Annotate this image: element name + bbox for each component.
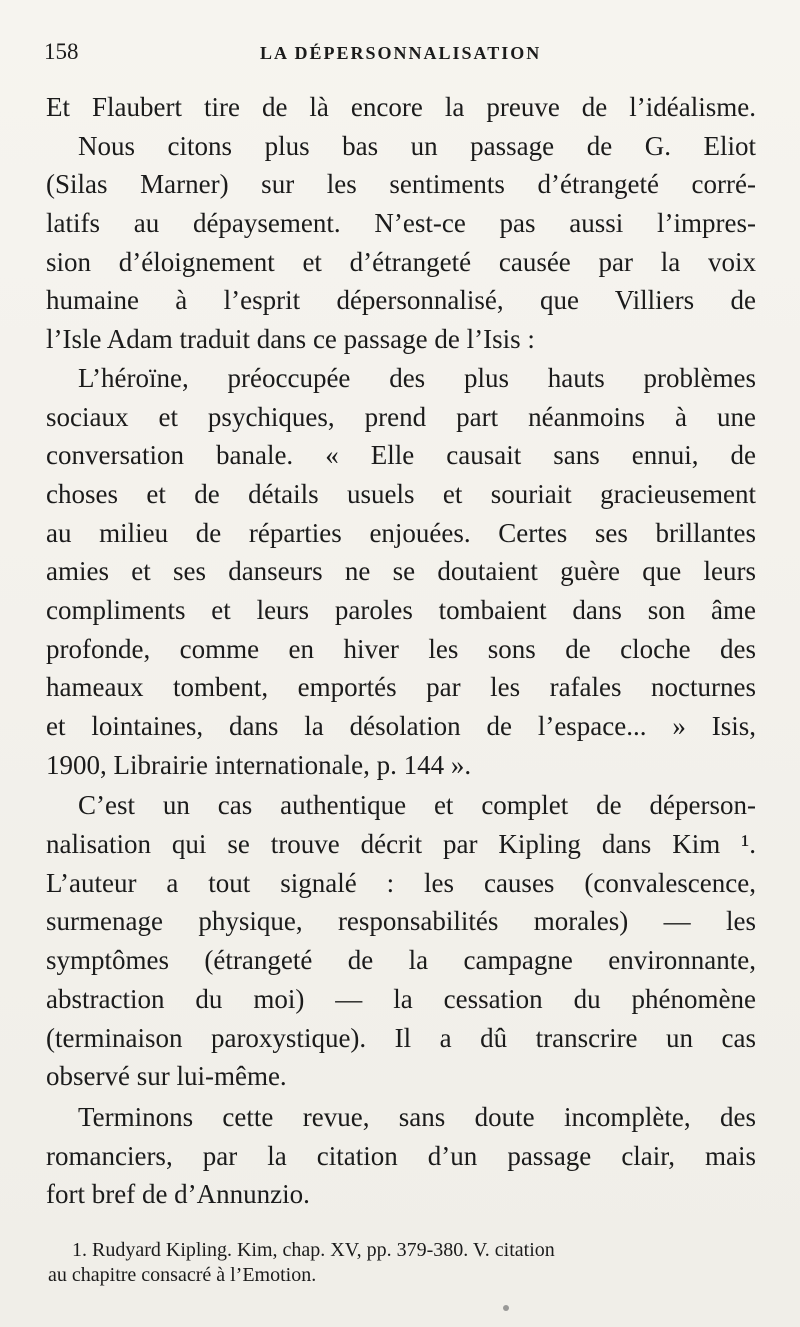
text-line: profonde, comme en hiver les sons de cloche des [46, 633, 756, 664]
text-line: sion d’éloignement et d’étrangeté causée par la voix [46, 246, 756, 277]
footnote-line: 1. Rudyard Kipling. Kim, chap. XV, pp. 379-380. V. citation [72, 1239, 555, 1261]
text-line: sociaux et psychiques, prend part néanmoins à une [46, 401, 756, 432]
text-line: C’est un cas authentique et complet de déperson- [78, 790, 756, 821]
running-title: LA DÉPERSONNALISATION [260, 43, 542, 63]
footnotes [48, 1238, 758, 1288]
text-line: conversation banale. « Elle causait sans ennui, de [46, 440, 756, 471]
text-line: et lointaines, dans la désolation de l’espace... » Isis, [46, 711, 756, 741]
main-text [46, 88, 756, 1214]
text-line: choses et de détails usuels et souriait gracieusement [46, 478, 756, 509]
text-line: L’héroïne, préoccupée des plus hauts problèmes [78, 362, 756, 393]
text-line: compliments et leurs paroles tombaient dans son âme [46, 594, 756, 625]
text-line: Nous citons plus bas un passage de G. Eliot [78, 130, 756, 161]
text-line: Et Flaubert tire de là encore la preuve de l’idéalisme. [46, 92, 756, 122]
text-line: humaine à l’esprit dépersonnalisé, que Villiers de [46, 285, 756, 316]
text-line: observé sur lui-même. [46, 1061, 287, 1092]
ink-speck [503, 1305, 509, 1311]
text-line: Terminons cette revue, sans doute incomplète, des [78, 1101, 756, 1132]
text-line: l’Isle Adam traduit dans ce passage de l’Isis : [46, 324, 535, 355]
text-line: au milieu de réparties enjouées. Certes ses brillantes [46, 517, 756, 548]
text-line: L’auteur a tout signalé : les causes (convalescence, [46, 867, 756, 898]
text-line: amies et ses danseurs ne se doutaient guère que leurs [46, 556, 756, 587]
text-line: hameaux tombent, emportés par les rafales nocturnes [46, 672, 756, 703]
text-line: romanciers, par la citation d’un passage clair, mais [46, 1140, 756, 1171]
text-line: (terminaison paroxystique). Il a dû transcrire un cas [46, 1022, 756, 1053]
page-number: 158 [44, 39, 79, 64]
page-header [44, 37, 760, 67]
text-line: (Silas Marner) sur les sentiments d’étrangeté corré- [46, 169, 756, 200]
footnote-line: au chapitre consacré à l’Emotion. [48, 1264, 317, 1286]
text-line: surmenage physique, responsabilités morales) — les [46, 906, 756, 937]
text-line: latifs au dépaysement. N’est-ce pas aussi l’impres- [46, 208, 756, 239]
text-line: symptômes (étrangeté de la campagne environnante, [46, 945, 756, 976]
text-line: abstraction du moi) — la cessation du phénomène [46, 983, 756, 1014]
text-line: 1900, Librairie internationale, p. 144 ». [46, 749, 472, 780]
text-line: fort bref de d’Annunzio. [46, 1179, 310, 1210]
text-line: nalisation qui se trouve décrit par Kipling dans Kim ¹. [46, 829, 756, 860]
